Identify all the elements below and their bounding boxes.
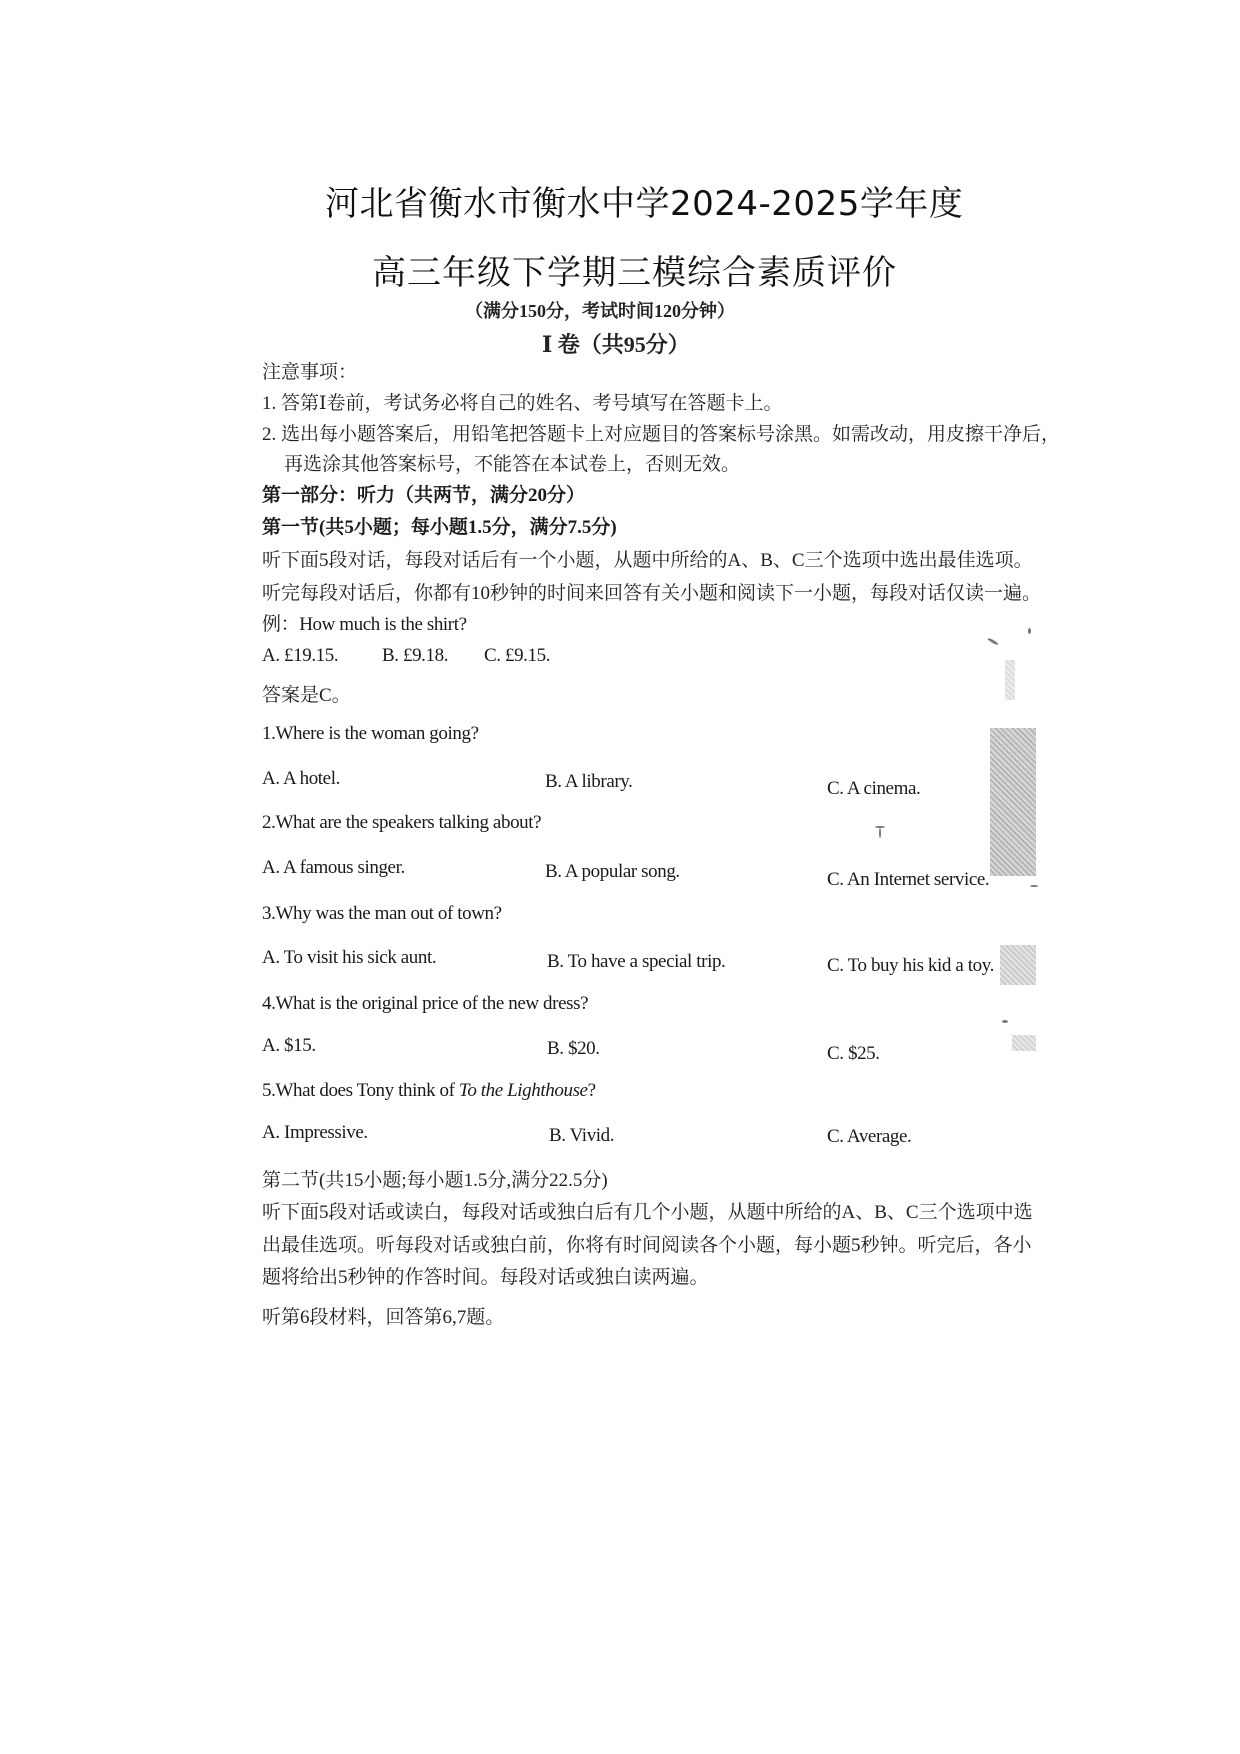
option-a: A. Impressive. (262, 1122, 368, 1143)
option-b: B. A library. (545, 771, 633, 792)
option-a: A. A famous singer. (262, 857, 405, 878)
notes-heading: 注意事项： (262, 362, 358, 383)
question-stem: 4.What is the original price of the new dress? (262, 993, 589, 1014)
question-stem-text: 5.What does Tony think of (262, 1080, 459, 1101)
scan-smudge (1012, 1035, 1036, 1051)
question-stem: 2.What are the speakers talking about? (262, 812, 542, 833)
exam-score-time: （满分150分，考试时间120分钟） (465, 301, 735, 321)
scan-smudge (1000, 945, 1036, 985)
part1-heading: 第一部分：听力（共两节，满分20分） (262, 485, 586, 506)
exam-title-line2: 高三年级下学期三模综合素质评价 (372, 253, 897, 293)
section2-prompt: 听第6段材料，回答第6,7题。 (262, 1307, 505, 1328)
section2-heading: 第二节(共15小题;每小题1.5分,满分22.5分) (262, 1170, 608, 1191)
option-a: A. $15. (262, 1035, 316, 1056)
example-question: 例：How much is the shirt? (262, 614, 467, 635)
section2-instruction: 听下面5段对话或读白，每段对话或独白后有几个小题，从题中所给的A、B、C三个选项中选 (262, 1202, 1033, 1223)
section2-instruction: 出最佳选项。听每段对话或独白前，你将有时间阅读各个小题，每小题5秒钟。听完后，各小 (262, 1235, 1032, 1256)
scan-smudge (990, 728, 1036, 876)
option-a: A. To visit his sick aunt. (262, 947, 437, 968)
section2-instruction: 题将给出5秒钟的作答时间。每段对话或独白读两遍。 (262, 1267, 709, 1288)
option-c: C. A cinema. (827, 778, 921, 799)
note-item: 1. 答第Ⅰ卷前，考试务必将自己的姓名、考号填写在答题卡上。 (262, 393, 783, 414)
note-item: 再选涂其他答案标号，不能答在本试卷上，否则无效。 (284, 454, 741, 475)
option-b: B. To have a special trip. (547, 951, 726, 972)
option-b: B. $20. (547, 1038, 600, 1059)
question-stem: 1.Where is the woman going? (262, 723, 479, 744)
question-stem (262, 1080, 596, 1102)
section1-heading: 第一节(共5小题；每小题1.5分，满分7.5分) (262, 517, 617, 538)
option-b: B. A popular song. (545, 861, 680, 882)
option-b: B. Vivid. (549, 1125, 615, 1146)
book-title: To the Lighthouse (458, 1080, 588, 1101)
scan-speck (1028, 628, 1031, 634)
question-stem: 3.Why was the man out of town? (262, 903, 502, 924)
scan-speck (987, 637, 999, 646)
example-option-c: C. £9.15. (484, 645, 551, 666)
option-c: C. $25. (827, 1043, 880, 1064)
scan-speck (879, 828, 881, 838)
question-stem-end: ? (587, 1080, 596, 1101)
note-item: 2. 选出每小题答案后，用铅笔把答题卡上对应题目的答案标号涂黑。如需改动，用皮擦干净后， (262, 424, 1061, 445)
exam-title-line1: 河北省衡水市衡水中学2024-2025学年度 (325, 184, 964, 224)
section1-instruction: 听完每段对话后，你都有10秒钟的时间来回答有关小题和阅读下一小题，每段对话仅读一遍。 (262, 583, 1042, 604)
section1-instruction: 听下面5段对话，每段对话后有一个小题，从题中所给的A、B、C三个选项中选出最佳选项。 (262, 550, 1033, 571)
volume-heading: Ⅰ 卷（共95分） (542, 332, 690, 357)
example-answer: 答案是C。 (262, 685, 351, 706)
scan-smudge (1005, 660, 1015, 700)
example-option-b: B. £9.18. (382, 645, 449, 666)
option-c: C. Average. (827, 1126, 912, 1147)
example-option-a: A. £19.15. (262, 645, 339, 666)
option-c: C. An Internet service. (827, 869, 990, 890)
option-c: C. To buy his kid a toy. (827, 955, 994, 976)
scan-speck (1002, 1020, 1008, 1023)
option-a: A. A hotel. (262, 768, 340, 789)
scan-speck (1030, 885, 1038, 887)
